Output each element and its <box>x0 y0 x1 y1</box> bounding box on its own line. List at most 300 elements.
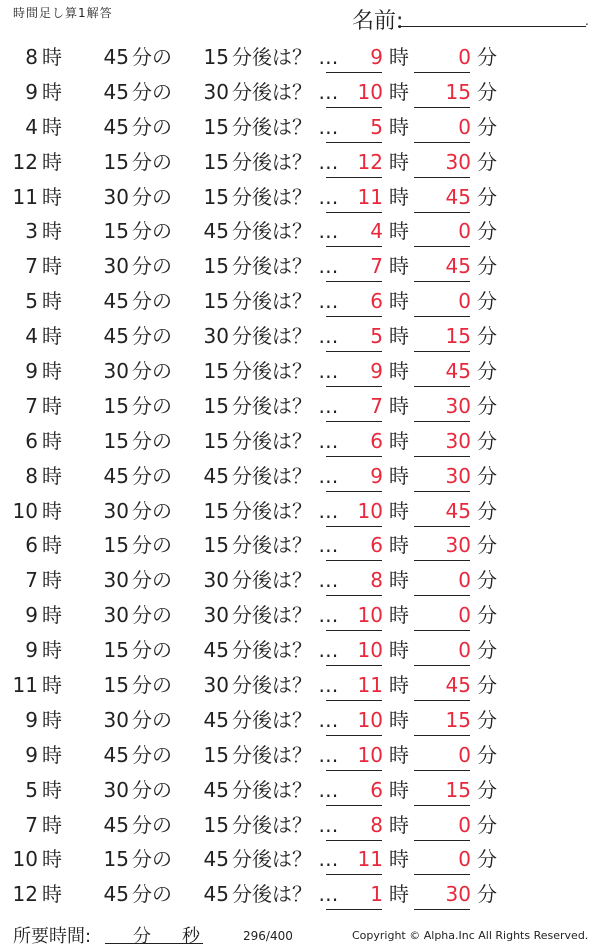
added-minutes: 15 <box>203 254 229 279</box>
minute-of-label: 分の <box>132 149 172 174</box>
answer-minute-unit: 分 <box>477 114 497 139</box>
problem-row <box>0 40 600 75</box>
after-label: 分後は？ <box>232 114 312 139</box>
minute-of-label: 分の <box>132 254 172 279</box>
answer-minute-underline <box>414 386 470 387</box>
answer-minute[interactable]: 45 <box>445 673 471 698</box>
question-text <box>232 846 338 872</box>
answer-minute[interactable]: 0 <box>458 742 471 767</box>
question-text <box>232 637 338 663</box>
after-label: 分後は？ <box>232 45 312 69</box>
answer-hour-unit: 時 <box>389 289 409 314</box>
answer-minute-unit: 分 <box>477 812 497 837</box>
answer-hour-unit: 時 <box>389 603 409 628</box>
start-hour: 12 <box>12 149 38 174</box>
minute-of-label: 分の <box>132 498 172 523</box>
hour-unit: 時 <box>42 184 62 209</box>
added-minutes: 45 <box>203 882 229 907</box>
minute-of-label: 分の <box>132 324 172 349</box>
minute-of-label: 分の <box>132 847 172 872</box>
answer-hour-unit: 時 <box>389 742 409 767</box>
answer-hour[interactable]: 11 <box>357 184 383 209</box>
ellipsis: … <box>318 777 339 802</box>
start-hour: 5 <box>25 289 38 314</box>
answer-hour-unit: 時 <box>389 673 409 698</box>
added-minutes: 45 <box>203 463 229 488</box>
answer-hour-unit: 時 <box>389 359 409 384</box>
answer-minute-underline <box>414 212 470 213</box>
answer-minute-underline <box>414 665 470 666</box>
hour-unit: 時 <box>42 603 62 628</box>
answer-minute-unit: 分 <box>477 603 497 628</box>
minutes-unit: 分 <box>133 926 151 947</box>
answer-minute-unit: 分 <box>477 638 497 663</box>
answer-hour[interactable]: 10 <box>357 638 383 663</box>
question-text <box>232 323 338 349</box>
answer-minute[interactable]: 45 <box>445 498 471 523</box>
answer-minute[interactable]: 0 <box>458 45 471 69</box>
answer-minute-unit: 分 <box>477 324 497 349</box>
ellipsis: … <box>318 707 339 732</box>
ellipsis: … <box>318 149 339 174</box>
problem-row <box>0 214 600 249</box>
after-label: 分後は？ <box>232 254 312 279</box>
after-label: 分後は？ <box>232 568 312 593</box>
answer-minute-unit: 分 <box>477 673 497 698</box>
answer-minute-unit: 分 <box>477 184 497 209</box>
name-line-dot: . <box>585 14 589 28</box>
ellipsis: … <box>318 219 339 244</box>
answer-hour[interactable]: 5 <box>370 324 383 349</box>
start-minute: 30 <box>103 568 129 593</box>
added-minutes: 30 <box>203 79 229 104</box>
answer-minute-underline <box>414 735 470 736</box>
start-hour: 6 <box>25 533 38 558</box>
problem-row <box>0 773 600 808</box>
start-hour: 11 <box>12 184 38 209</box>
added-minutes: 15 <box>203 742 229 767</box>
question-text <box>232 288 338 314</box>
answer-minute[interactable]: 45 <box>445 184 471 209</box>
after-label: 分後は？ <box>232 847 312 872</box>
answer-minute-underline <box>414 630 470 631</box>
question-text <box>232 463 338 489</box>
added-minutes: 15 <box>203 498 229 523</box>
start-minute: 15 <box>103 533 129 558</box>
answer-hour-unit: 時 <box>389 498 409 523</box>
ellipsis: … <box>318 812 339 837</box>
question-text <box>232 812 338 838</box>
start-minute: 15 <box>103 149 129 174</box>
added-minutes: 30 <box>203 673 229 698</box>
answer-minute-underline <box>414 700 470 701</box>
answer-hour-unit: 時 <box>389 428 409 453</box>
problem-row <box>0 633 600 668</box>
answer-hour-underline <box>326 386 382 387</box>
minute-of-label: 分の <box>132 603 172 628</box>
after-label: 分後は？ <box>232 707 312 732</box>
answer-hour-underline <box>326 351 382 352</box>
problem-row <box>0 389 600 424</box>
answer-hour-unit: 時 <box>389 114 409 139</box>
problem-row <box>0 494 600 529</box>
problem-row <box>0 528 600 563</box>
start-minute: 30 <box>103 707 129 732</box>
question-text <box>232 393 338 419</box>
question-text <box>232 532 338 558</box>
start-hour: 9 <box>25 603 38 628</box>
answer-hour-underline <box>326 770 382 771</box>
answer-hour[interactable]: 8 <box>370 812 383 837</box>
after-label: 分後は？ <box>232 149 312 174</box>
minute-of-label: 分の <box>132 742 172 767</box>
answer-minute[interactable]: 15 <box>445 79 471 104</box>
answer-hour[interactable]: 6 <box>370 777 383 802</box>
question-text <box>232 707 338 733</box>
answer-hour[interactable]: 10 <box>357 498 383 523</box>
question-text <box>232 777 338 803</box>
start-minute: 15 <box>103 638 129 663</box>
after-label: 分後は？ <box>232 324 312 349</box>
start-minute: 45 <box>103 812 129 837</box>
answer-minute-unit: 分 <box>477 882 497 907</box>
after-label: 分後は？ <box>232 428 312 453</box>
hour-unit: 時 <box>42 359 62 384</box>
answer-minute-unit: 分 <box>477 219 497 244</box>
hour-unit: 時 <box>42 289 62 314</box>
answer-hour[interactable]: 11 <box>357 847 383 872</box>
question-text <box>232 218 338 244</box>
answer-minute[interactable]: 30 <box>445 533 471 558</box>
after-label: 分後は？ <box>232 463 312 488</box>
ellipsis: … <box>318 45 339 69</box>
minute-of-label: 分の <box>132 777 172 802</box>
added-minutes: 15 <box>203 428 229 453</box>
hour-unit: 時 <box>42 324 62 349</box>
answer-hour-unit: 時 <box>389 882 409 907</box>
answer-minute-unit: 分 <box>477 707 497 732</box>
start-minute: 45 <box>103 324 129 349</box>
added-minutes: 45 <box>203 638 229 663</box>
start-minute: 15 <box>103 847 129 872</box>
answer-hour-unit: 時 <box>389 393 409 418</box>
answer-minute[interactable]: 30 <box>445 149 471 174</box>
start-hour: 4 <box>25 114 38 139</box>
start-minute: 45 <box>103 289 129 314</box>
start-minute: 45 <box>103 882 129 907</box>
ellipsis: … <box>318 463 339 488</box>
problem-row <box>0 563 600 598</box>
minute-of-label: 分の <box>132 568 172 593</box>
answer-hour[interactable]: 9 <box>370 45 383 69</box>
problem-row <box>0 668 600 703</box>
answer-hour-underline <box>326 246 382 247</box>
ellipsis: … <box>318 359 339 384</box>
answer-hour[interactable]: 4 <box>370 219 383 244</box>
answer-minute-unit: 分 <box>477 498 497 523</box>
problem-list <box>0 40 600 912</box>
answer-hour-underline <box>326 281 382 282</box>
after-label: 分後は？ <box>232 742 312 767</box>
answer-hour-unit: 時 <box>389 777 409 802</box>
answer-minute[interactable]: 0 <box>458 603 471 628</box>
answer-minute[interactable]: 0 <box>458 289 471 314</box>
problem-row <box>0 808 600 843</box>
added-minutes: 15 <box>203 359 229 384</box>
start-minute: 30 <box>103 254 129 279</box>
name-input-line[interactable] <box>398 26 586 27</box>
answer-hour-unit: 時 <box>389 847 409 872</box>
answer-hour[interactable]: 10 <box>357 79 383 104</box>
added-minutes: 30 <box>203 603 229 628</box>
after-label: 分後は？ <box>232 812 312 837</box>
after-label: 分後は？ <box>232 289 312 314</box>
added-minutes: 30 <box>203 568 229 593</box>
question-text <box>232 44 338 70</box>
minute-of-label: 分の <box>132 463 172 488</box>
answer-minute[interactable]: 0 <box>458 114 471 139</box>
hour-unit: 時 <box>42 219 62 244</box>
answer-minute-unit: 分 <box>477 393 497 418</box>
minute-of-label: 分の <box>132 812 172 837</box>
question-text <box>232 149 338 175</box>
ellipsis: … <box>318 498 339 523</box>
answer-minute[interactable]: 30 <box>445 463 471 488</box>
answer-minute[interactable]: 0 <box>458 847 471 872</box>
answer-minute-underline <box>414 909 470 910</box>
answer-hour-underline <box>326 142 382 143</box>
after-label: 分後は？ <box>232 359 312 384</box>
hour-unit: 時 <box>42 882 62 907</box>
added-minutes: 45 <box>203 707 229 732</box>
added-minutes: 45 <box>203 777 229 802</box>
answer-minute-underline <box>414 840 470 841</box>
start-minute: 30 <box>103 498 129 523</box>
problem-row <box>0 459 600 494</box>
start-minute: 45 <box>103 742 129 767</box>
hour-unit: 時 <box>42 114 62 139</box>
start-hour: 7 <box>25 568 38 593</box>
answer-hour-unit: 時 <box>389 533 409 558</box>
answer-minute-unit: 分 <box>477 289 497 314</box>
start-minute: 15 <box>103 393 129 418</box>
answer-hour-unit: 時 <box>389 254 409 279</box>
answer-minute[interactable]: 30 <box>445 882 471 907</box>
ellipsis: … <box>318 882 339 907</box>
minute-of-label: 分の <box>132 393 172 418</box>
ellipsis: … <box>318 847 339 872</box>
answer-hour[interactable]: 9 <box>370 463 383 488</box>
start-hour: 10 <box>12 498 38 523</box>
answer-minute[interactable]: 15 <box>445 777 471 802</box>
answer-minute-unit: 分 <box>477 568 497 593</box>
answer-minute[interactable]: 0 <box>458 812 471 837</box>
answer-hour-underline <box>326 421 382 422</box>
answer-minute-underline <box>414 456 470 457</box>
answer-hour[interactable]: 7 <box>370 393 383 418</box>
answer-hour-unit: 時 <box>389 463 409 488</box>
start-minute: 15 <box>103 219 129 244</box>
minute-of-label: 分の <box>132 79 172 104</box>
answer-minute-unit: 分 <box>477 742 497 767</box>
answer-minute-underline <box>414 595 470 596</box>
problem-row <box>0 319 600 354</box>
answer-hour[interactable]: 6 <box>370 289 383 314</box>
problem-row <box>0 75 600 110</box>
answer-hour[interactable]: 11 <box>357 673 383 698</box>
answer-hour[interactable]: 1 <box>370 882 383 907</box>
after-label: 分後は？ <box>232 79 312 104</box>
start-hour: 9 <box>25 638 38 663</box>
answer-minute-underline <box>414 526 470 527</box>
question-text <box>232 567 338 593</box>
ellipsis: … <box>318 184 339 209</box>
answer-hour-underline <box>326 805 382 806</box>
answer-minute-underline <box>414 770 470 771</box>
start-hour: 4 <box>25 324 38 349</box>
after-label: 分後は？ <box>232 638 312 663</box>
copyright-text: Copyright © Alpha.Inc All Rights Reserved. <box>352 929 589 942</box>
answer-hour[interactable]: 7 <box>370 254 383 279</box>
answer-hour-unit: 時 <box>389 324 409 349</box>
added-minutes: 45 <box>203 847 229 872</box>
hour-unit: 時 <box>42 812 62 837</box>
answer-hour[interactable]: 10 <box>357 707 383 732</box>
answer-minute[interactable]: 15 <box>445 324 471 349</box>
minute-of-label: 分の <box>132 359 172 384</box>
minute-of-label: 分の <box>132 882 172 907</box>
hour-unit: 時 <box>42 568 62 593</box>
ellipsis: … <box>318 324 339 349</box>
answer-minute[interactable]: 0 <box>458 568 471 593</box>
start-hour: 9 <box>25 707 38 732</box>
hour-unit: 時 <box>42 428 62 453</box>
question-text <box>232 742 338 768</box>
answer-hour-unit: 時 <box>389 184 409 209</box>
start-hour: 12 <box>12 882 38 907</box>
answer-minute[interactable]: 0 <box>458 219 471 244</box>
answer-minute-underline <box>414 491 470 492</box>
minute-of-label: 分の <box>132 219 172 244</box>
added-minutes: 30 <box>203 324 229 349</box>
problem-row <box>0 110 600 145</box>
start-hour: 5 <box>25 777 38 802</box>
answer-minute[interactable]: 45 <box>445 254 471 279</box>
answer-hour-unit: 時 <box>389 707 409 732</box>
after-label: 分後は？ <box>232 498 312 523</box>
answer-minute[interactable]: 45 <box>445 359 471 384</box>
question-text <box>232 672 338 698</box>
answer-hour-underline <box>326 177 382 178</box>
start-minute: 30 <box>103 184 129 209</box>
answer-hour-unit: 時 <box>389 219 409 244</box>
start-minute: 30 <box>103 359 129 384</box>
question-text <box>232 114 338 140</box>
problem-row <box>0 738 600 773</box>
start-minute: 45 <box>103 45 129 69</box>
added-minutes: 15 <box>203 533 229 558</box>
start-minute: 45 <box>103 79 129 104</box>
answer-minute[interactable]: 30 <box>445 428 471 453</box>
added-minutes: 15 <box>203 149 229 174</box>
answer-minute-underline <box>414 246 470 247</box>
answer-hour-underline <box>326 700 382 701</box>
answer-hour[interactable]: 9 <box>370 359 383 384</box>
question-text <box>232 881 338 907</box>
answer-minute-underline <box>414 177 470 178</box>
start-minute: 30 <box>103 603 129 628</box>
start-hour: 11 <box>12 673 38 698</box>
answer-hour-underline <box>326 840 382 841</box>
hour-unit: 時 <box>42 254 62 279</box>
hour-unit: 時 <box>42 638 62 663</box>
answer-hour-underline <box>326 735 382 736</box>
hour-unit: 時 <box>42 847 62 872</box>
start-hour: 3 <box>25 219 38 244</box>
after-label: 分後は？ <box>232 533 312 558</box>
start-minute: 15 <box>103 673 129 698</box>
answer-hour-underline <box>326 107 382 108</box>
after-label: 分後は？ <box>232 393 312 418</box>
ellipsis: … <box>318 393 339 418</box>
problem-row <box>0 354 600 389</box>
answer-hour[interactable]: 10 <box>357 603 383 628</box>
question-text <box>232 428 338 454</box>
answer-minute-underline <box>414 316 470 317</box>
after-label: 分後は？ <box>232 219 312 244</box>
minute-of-label: 分の <box>132 638 172 663</box>
answer-hour-underline <box>326 526 382 527</box>
answer-hour-unit: 時 <box>389 568 409 593</box>
answer-minute-underline <box>414 107 470 108</box>
answer-hour[interactable]: 5 <box>370 114 383 139</box>
question-text <box>232 498 338 524</box>
answer-minute[interactable]: 0 <box>458 638 471 663</box>
after-label: 分後は？ <box>232 882 312 907</box>
added-minutes: 15 <box>203 184 229 209</box>
answer-minute-underline <box>414 805 470 806</box>
answer-minute-unit: 分 <box>477 777 497 802</box>
hour-unit: 時 <box>42 45 62 69</box>
answer-hour-unit: 時 <box>389 812 409 837</box>
start-hour: 9 <box>25 359 38 384</box>
answer-minute-underline <box>414 72 470 73</box>
answer-minute-underline <box>414 560 470 561</box>
answer-hour-underline <box>326 909 382 910</box>
answer-minute-underline <box>414 142 470 143</box>
answer-minute[interactable]: 15 <box>445 707 471 732</box>
answer-hour[interactable]: 6 <box>370 533 383 558</box>
ellipsis: … <box>318 638 339 663</box>
answer-hour[interactable]: 6 <box>370 428 383 453</box>
minute-of-label: 分の <box>132 45 172 69</box>
start-hour: 7 <box>25 254 38 279</box>
after-label: 分後は？ <box>232 603 312 628</box>
answer-hour[interactable]: 8 <box>370 568 383 593</box>
answer-minute-underline <box>414 874 470 875</box>
answer-hour[interactable]: 12 <box>357 149 383 174</box>
answer-hour[interactable]: 10 <box>357 742 383 767</box>
question-text <box>232 358 338 384</box>
answer-hour-underline <box>326 560 382 561</box>
answer-minute[interactable]: 30 <box>445 393 471 418</box>
ellipsis: … <box>318 114 339 139</box>
ellipsis: … <box>318 79 339 104</box>
answer-hour-underline <box>326 72 382 73</box>
ellipsis: … <box>318 289 339 314</box>
start-hour: 9 <box>25 742 38 767</box>
added-minutes: 15 <box>203 45 229 69</box>
